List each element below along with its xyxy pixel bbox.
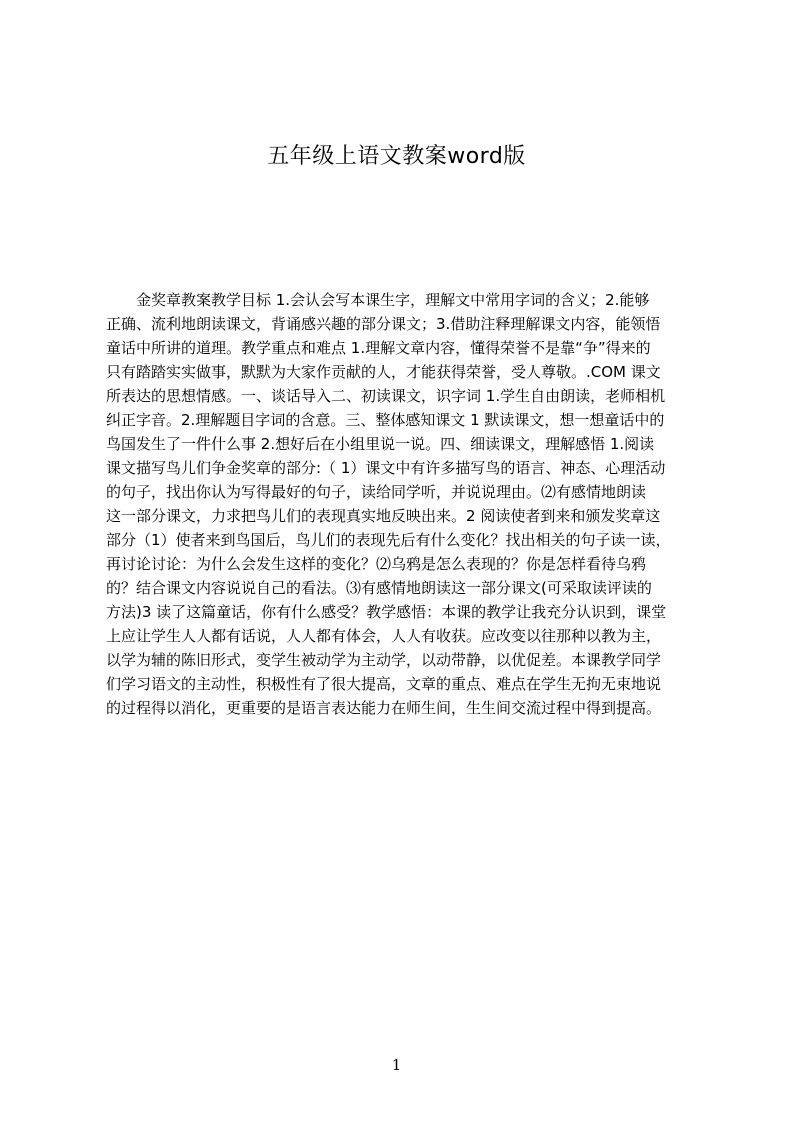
paragraph-line: 纠正字音。2.理解题目字词的含意。三、整体感知课文 1 默读课文，想一想童话中的 bbox=[106, 411, 665, 429]
paragraph-line: 这一部分课文，力求把鸟儿们的表现真实地反映出来。2 阅读使者到来和颁发奖章这 bbox=[106, 507, 661, 525]
paragraph-line: 只有踏踏实实做事，默默为大家作贡献的人，才能获得荣誉，受人尊敬。.COM 课文 bbox=[106, 363, 661, 381]
paragraph-line: 的过程得以消化，更重要的是语言表达能力在师生间，生生间交流过程中得到提高。 bbox=[106, 699, 662, 717]
paragraph-line: 的？结合课文内容说说自己的看法。⑶有感情地朗读这一部分课文(可采取读评读的 bbox=[106, 579, 652, 597]
page-title: 五年级上语文教案word版 bbox=[267, 144, 526, 169]
paragraph-line: 鸟国发生了一件什么事 2.想好后在小组里说一说。四、细读课文，理解感悟 1.阅读 bbox=[106, 435, 655, 453]
page-number: 1 bbox=[391, 1056, 402, 1074]
paragraph-line: 部分（1）使者来到鸟国后，鸟儿们的表现先后有什么变化？找出相关的句子读一读， bbox=[106, 531, 671, 549]
paragraph-line: 金奖章教案教学目标 1.会认会写本课生字，理解文中常用字词的含义；2.能够 bbox=[136, 291, 650, 309]
paragraph-line: 的句子，找出你认为写得最好的句子，读给同学听，并说说理由。⑵有感情地朗读 bbox=[106, 483, 647, 501]
paragraph-line: 所表达的思想情感。一、谈话导入二、初读课文，识字词 1.学生自由朗读，老师相机 bbox=[106, 387, 666, 405]
paragraph-line: 童话中所讲的道理。教学重点和难点 1.理解文章内容，懂得荣誉不是靠“争”得来的 bbox=[106, 339, 651, 357]
paragraph-line: 再讨论讨论：为什么会发生这样的变化？⑵乌鸦是怎么表现的？你是怎样看待乌鸦 bbox=[106, 555, 647, 573]
paragraph-line: 方法)3 读了这篇童话，你有什么感受？教学感悟：本课的教学让我充分认识到，课堂 bbox=[106, 603, 667, 621]
paragraph-line: 上应让学生人人都有话说，人人都有体会，人人有收获。应改变以往那种以教为主， bbox=[106, 627, 662, 645]
paragraph-line: 们学习语文的主动性，积极性有了很大提高，文章的重点、难点在学生无拘无束地说 bbox=[106, 675, 662, 693]
paragraph-line: 以学为辅的陈旧形式，变学生被动学为主动学，以动带静，以优促差。本课教学同学 bbox=[106, 651, 662, 669]
paragraph-line: 正确、流利地朗读课文，背诵感兴趣的部分课文；3.借助注释理解课文内容，能领悟 bbox=[106, 315, 661, 333]
paragraph-line: 课文描写鸟儿们争金奖章的部分:（ 1）课文中有许多描写鸟的语言、神态、心理活动 bbox=[106, 459, 666, 477]
body-paragraph bbox=[106, 288, 698, 720]
